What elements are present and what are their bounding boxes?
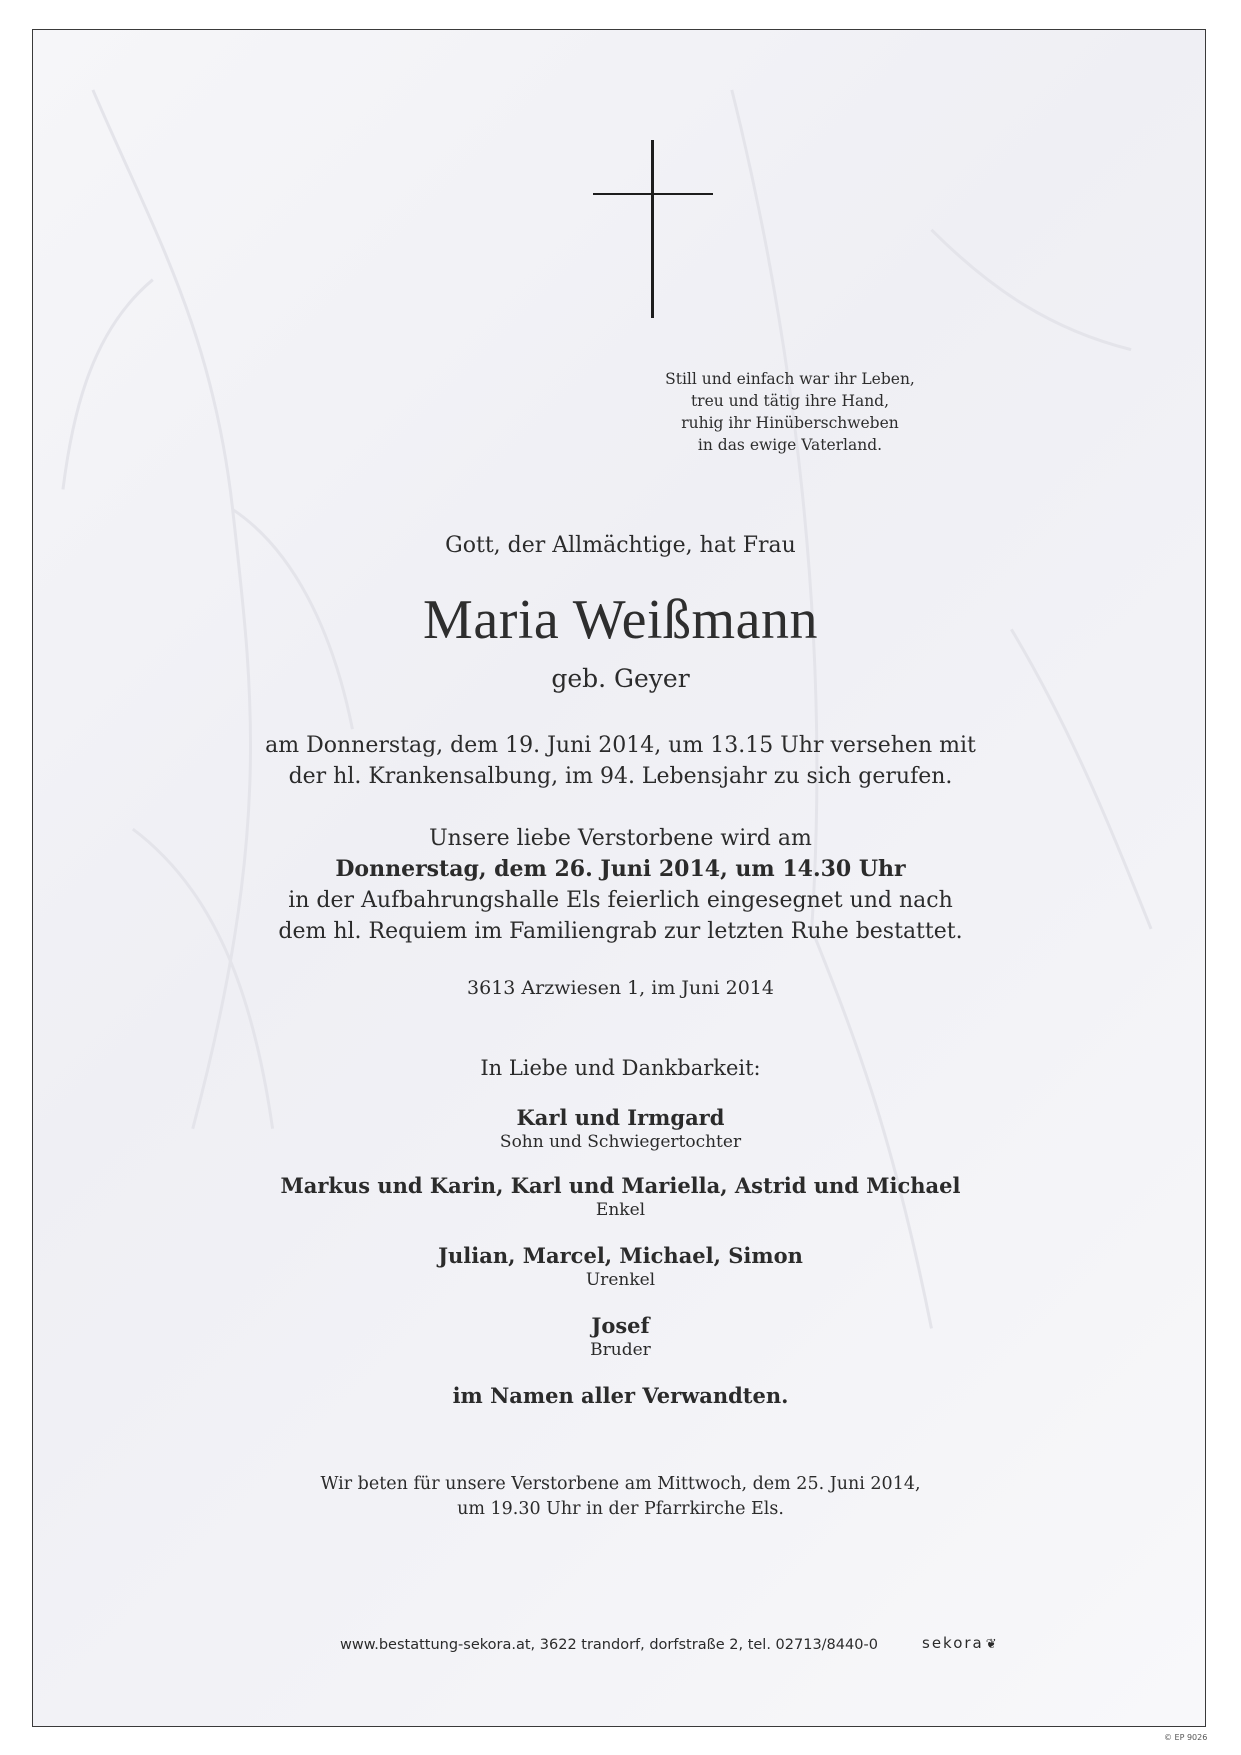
birth-name: geb. Geyer xyxy=(551,664,690,693)
footer-contact: www.bestattung-sekora.at, 3622 trandorf, dorfstraße 2, tel. 02713/8440-0 xyxy=(340,1637,878,1653)
family-relation: Sohn und Schwiegertochter xyxy=(499,1132,742,1152)
family-names: Markus und Karin, Karl und Mariella, Astrid und Michael xyxy=(280,1173,961,1198)
poem-line: in das ewige Vaterland. xyxy=(697,436,883,454)
funeral-line: Unsere liebe Verstorbene wird am xyxy=(429,826,812,851)
cross-icon xyxy=(593,140,713,318)
logo-text: sekora xyxy=(922,1634,984,1652)
intro-text: Gott, der Allmächtige, hat Frau xyxy=(445,533,796,558)
poem-line: ruhig ihr Hinüberschweben xyxy=(681,414,899,432)
family-names: Karl und Irmgard xyxy=(516,1105,725,1130)
poem-line: treu und tätig ihre Hand, xyxy=(690,392,890,410)
family-relation: Bruder xyxy=(590,1340,651,1360)
poem xyxy=(640,368,940,456)
poem-line: Still und einfach war ihr Leben, xyxy=(665,370,915,388)
family-relation: Enkel xyxy=(595,1200,646,1220)
death-notice-line: am Donnerstag, dem 19. Juni 2014, um 13.15 Uhr versehen mit xyxy=(265,733,976,758)
closing-line: im Namen aller Verwandten. xyxy=(452,1383,789,1408)
family-relation: Urenkel xyxy=(585,1270,656,1290)
funeral-line: in der Aufbahrungshalle Els feierlich eingesegnet und nach xyxy=(288,888,953,913)
deceased-name: Maria Weißmann xyxy=(423,589,818,651)
funeral-line: dem hl. Requiem im Familiengrab zur letzten Ruhe bestattet. xyxy=(278,919,963,944)
prayer-line: Wir beten für unsere Verstorbene am Mittwoch, dem 25. Juni 2014, xyxy=(320,1474,921,1494)
leaf-icon: ❦ xyxy=(985,1637,997,1652)
document-code: © EP 9026 xyxy=(1164,1733,1208,1742)
family-names: Josef xyxy=(591,1313,650,1338)
thanks-heading: In Liebe und Dankbarkeit: xyxy=(480,1056,761,1080)
place-date: 3613 Arzwiesen 1, im Juni 2014 xyxy=(467,977,774,999)
family-names: Julian, Marcel, Michael, Simon xyxy=(438,1243,803,1268)
prayer-line: um 19.30 Uhr in der Pfarrkirche Els. xyxy=(457,1499,784,1519)
funeral-date: Donnerstag, dem 26. Juni 2014, um 14.30 Uhr xyxy=(335,856,906,882)
sekora-logo xyxy=(922,1634,997,1652)
death-notice-line: der hl. Krankensalbung, im 94. Lebensjahr zu sich gerufen. xyxy=(288,764,953,789)
